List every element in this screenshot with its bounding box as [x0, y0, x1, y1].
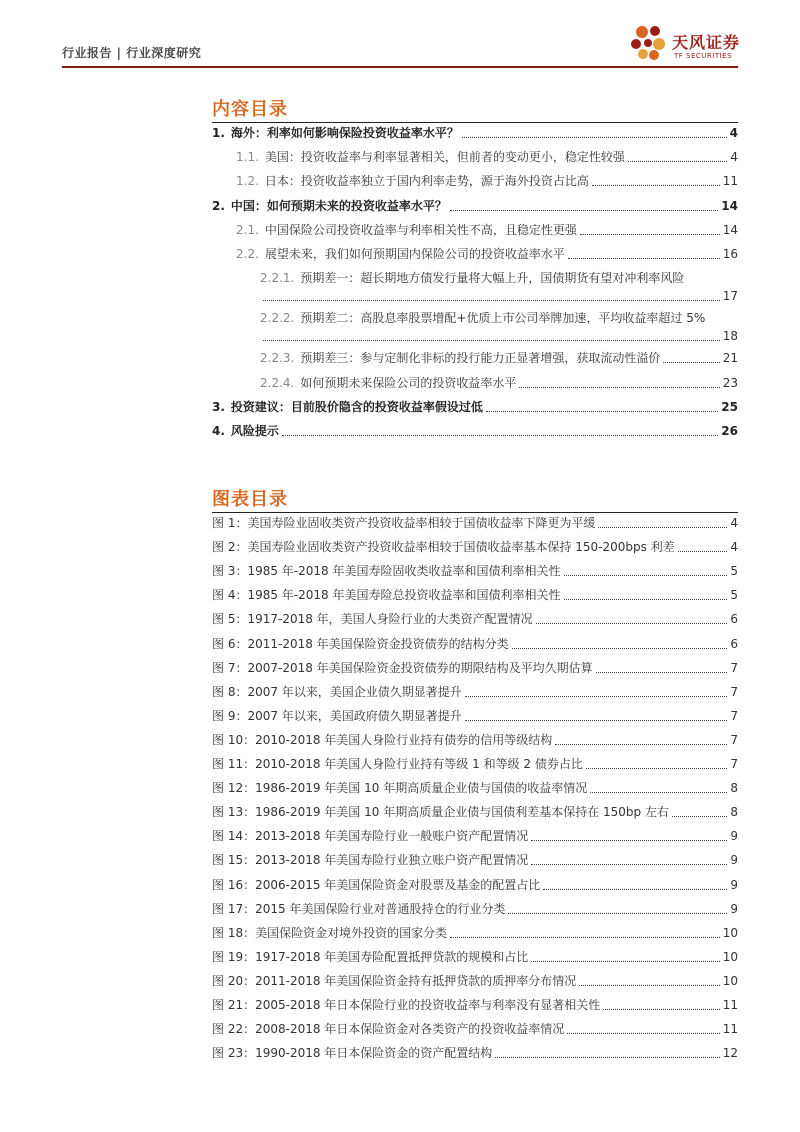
figure-entry-title: 图 9：2007 年以来，美国政府债久期显著提升: [212, 708, 462, 723]
figure-entry[interactable]: [212, 924, 738, 942]
figure-entry-page: 7: [730, 684, 738, 699]
figure-entry[interactable]: [212, 1044, 738, 1062]
figure-leader-dots: [555, 744, 727, 745]
figure-leader-dots: [567, 1033, 719, 1034]
figure-entry-title: 图 15：2013-2018 年美国寿险行业独立账户资产配置情况: [212, 853, 529, 868]
toc-entry-number: 2.1.: [236, 223, 259, 237]
logo-chinese-name: 天风证券: [672, 33, 741, 52]
figure-leader-dots: [586, 768, 728, 769]
toc-entry[interactable]: [236, 245, 738, 263]
toc-entry-page: 14: [721, 199, 738, 213]
figure-entry-page: 5: [730, 588, 738, 603]
figure-entry-title: 图 17：2015 年美国保险行业对普通股持仓的行业分类: [212, 901, 506, 916]
figure-entry-page: 9: [730, 829, 738, 844]
toc-entry-title: 如何预期未来保险公司的投资收益率水平: [300, 376, 517, 390]
toc-entry[interactable]: [236, 221, 738, 239]
figure-entry-title: 图 10：2010-2018 年美国人身险行业持有债券的信用等级结构: [212, 732, 553, 747]
figure-leader-dots: [508, 913, 727, 914]
toc-entry-title: 中国保险公司投资收益率与利率相关性不高，且稳定性更强: [264, 223, 577, 237]
figure-entry-title: 图 12：1986-2019 年美国 10 年期高质量企业债与国债的收益率情况: [212, 781, 588, 796]
figure-entry-title: 图 2：美国寿险业固收类资产投资收益率相较于国债收益率基本保持 150-200bps 利差: [212, 540, 675, 555]
figure-entry-title: 图 11：2010-2018 年美国人身险行业持有等级 1 和等级 2 债券占比: [212, 757, 583, 771]
figure-entry-page: 7: [730, 757, 738, 771]
toc-entry-leader-line: [260, 327, 738, 345]
figure-entry-page: 7: [730, 708, 738, 723]
toc-entry-number: 1.2.: [236, 174, 259, 188]
toc-entry[interactable]: [260, 349, 738, 367]
toc-entry-page: 11: [722, 174, 738, 188]
toc-entry-number: 1.: [212, 126, 225, 140]
toc-entry-page: 18: [722, 329, 738, 343]
figure-entry[interactable]: [212, 972, 738, 990]
figure-leader-dots: [598, 527, 727, 528]
figure-entry-page: 5: [730, 564, 738, 579]
figure-entry[interactable]: [212, 610, 738, 628]
toc-entry[interactable]: [212, 124, 738, 142]
figure-entry[interactable]: [212, 731, 738, 749]
figure-entry-title: 图 13：1986-2019 年美国 10 年期高质量企业债与国债利差基本保持在 150bp 左右: [212, 805, 669, 820]
figure-leader-dots: [579, 985, 719, 986]
figure-leader-dots: [678, 551, 728, 552]
toc-entry-title: 投资建议：目前股价隐含的投资收益率假设过低: [230, 400, 483, 414]
toc-entry-title: 展望未来，我们如何预期国内保险公司的投资收益率水平: [264, 247, 565, 261]
figure-entry-page: 9: [730, 853, 738, 868]
toc-leader-dots: [628, 161, 727, 162]
toc-entry-page: 16: [722, 247, 738, 261]
figure-entry-page: 10: [722, 949, 738, 964]
figure-leader-dots: [531, 961, 719, 962]
toc-title: 内容目录: [212, 99, 288, 120]
figure-leader-dots: [564, 575, 728, 576]
toc-leader-dots: [462, 137, 727, 138]
toc-entry[interactable]: [212, 197, 738, 215]
toc-leader-dots: [450, 210, 718, 211]
figure-entry-page: 10: [722, 925, 738, 940]
figure-entry-page: 7: [730, 732, 738, 747]
toc-leader-dots: [663, 362, 719, 363]
figure-leader-dots: [543, 889, 727, 890]
toc-entry-number: 1.1.: [236, 150, 259, 164]
toc-entry-title: 中国：如何预期未来的投资收益率水平？: [230, 199, 447, 213]
figure-entry[interactable]: [212, 707, 738, 725]
tf-securities-logo: [628, 22, 748, 64]
figure-entry[interactable]: [212, 876, 738, 894]
toc-leader-dots: [580, 234, 720, 235]
figure-entry-page: 8: [730, 781, 738, 796]
figure-entry-title: 图 22：2008-2018 年日本保险资金对各类资产的投资收益率情况: [212, 1022, 565, 1037]
toc-entry[interactable]: [260, 309, 738, 345]
toc-entry-title: 日本：投资收益率独立于国内利率走势，源于海外投资占比高: [264, 174, 589, 188]
toc-entry-title: 美国：投资收益率与利率显著相关，但前者的变动更小，稳定性较强: [264, 150, 625, 164]
flower-logo-icon: [628, 22, 670, 64]
figures-title: 图表目录: [212, 489, 288, 510]
figure-entry-page: 6: [730, 636, 738, 651]
toc-entry-number: 4.: [212, 424, 225, 438]
figure-entry-page: 4: [730, 540, 738, 555]
figure-entry-page: 4: [730, 516, 738, 530]
toc-entry-page: 4: [730, 150, 738, 164]
figure-entry[interactable]: [212, 755, 738, 773]
figure-entry-title: 图 8：2007 年以来，美国企业债久期显著提升: [212, 684, 462, 699]
figure-entry-page: 11: [722, 998, 738, 1012]
figure-entry-title: 图 20：2011-2018 年美国保险资金持有抵押贷款的质押率分布情况: [212, 973, 577, 988]
toc-leader-dots: [486, 411, 718, 412]
toc-entry-page: 25: [721, 400, 738, 414]
figure-entry[interactable]: [212, 900, 738, 918]
figure-leader-dots: [596, 672, 728, 673]
figure-entry-title: 图 23：1990-2018 年日本保险资金的资产配置结构: [212, 1046, 493, 1061]
figure-entry-page: 9: [730, 877, 738, 892]
toc-entry[interactable]: [212, 398, 738, 416]
toc-leader-dots: [263, 300, 720, 301]
figures-title-rule: [212, 512, 738, 513]
figure-leader-dots: [536, 623, 728, 624]
figure-entry-title: 图 5：1917-2018 年，美国人身险行业的大类资产配置情况: [212, 612, 533, 627]
figure-leader-dots: [465, 720, 728, 721]
toc-entry[interactable]: [236, 148, 738, 166]
toc-entry-number: 2.: [212, 199, 225, 213]
toc-entry-number: 2.2.: [236, 247, 259, 261]
toc-entry-page: 26: [721, 424, 738, 438]
figure-leader-dots: [450, 937, 720, 938]
figure-entry[interactable]: [212, 659, 738, 677]
toc-entry-line: [260, 269, 738, 287]
figure-entry-title: 图 21：2005-2018 年日本保险行业的投资收益率与利率没有显著相关性: [212, 998, 601, 1012]
header-divider: [62, 66, 738, 68]
figure-entry-title: 图 4：1985 年-2018 年美国寿险总投资收益率和国债利率相关性: [212, 588, 561, 603]
toc-entry[interactable]: [260, 269, 738, 305]
figure-leader-dots: [564, 599, 728, 600]
figure-entry[interactable]: [212, 538, 738, 556]
toc-entry-title: 预期差二：高股息率股票增配+优质上市公司举牌加速，平均收益率超过 5%: [300, 311, 706, 325]
figure-entry[interactable]: [212, 1020, 738, 1038]
figure-entry-title: 图 6：2011-2018 年美国保险资金投资债券的结构分类: [212, 636, 509, 651]
toc-entry-title: 风险提示: [230, 424, 279, 438]
figure-leader-dots: [590, 792, 727, 793]
figure-entry[interactable]: [212, 635, 738, 653]
figure-entry-page: 7: [730, 660, 738, 675]
toc-title-rule: [212, 122, 738, 123]
figure-leader-dots: [495, 1057, 719, 1058]
figure-leader-dots: [531, 840, 727, 841]
toc-entry-title: 预期差一：超长期地方债发行量将大幅上升，国债期货有望对冲利率风险: [300, 271, 685, 285]
toc-entry-page: 14: [722, 223, 738, 237]
figure-entry-page: 10: [722, 973, 738, 988]
figure-entry[interactable]: [212, 683, 738, 701]
toc-entry[interactable]: [212, 422, 738, 440]
toc-entry-page: 4: [729, 126, 738, 140]
toc-entry-line: [260, 309, 738, 327]
toc-leader-dots: [263, 340, 720, 341]
figure-entry[interactable]: [212, 851, 738, 869]
figure-entry-page: 12: [722, 1046, 738, 1061]
figure-entry[interactable]: [212, 586, 738, 604]
figure-entry-page: 6: [730, 612, 738, 627]
toc-entry-page: 17: [722, 289, 738, 303]
toc-leader-dots: [568, 258, 720, 259]
toc-entry-number: 2.2.4.: [260, 376, 295, 390]
figure-leader-dots: [512, 648, 728, 649]
figure-entry[interactable]: [212, 779, 738, 797]
figure-entry-page: 9: [730, 901, 738, 916]
report-header: 行业报告 | 行业深度研究: [62, 46, 202, 60]
figure-entry-title: 图 14：2013-2018 年美国寿险行业一般账户资产配置情况: [212, 829, 529, 844]
toc-entry[interactable]: [236, 172, 738, 190]
figure-leader-dots: [531, 864, 727, 865]
toc-entry-title: 海外：利率如何影响保险投资收益率水平？: [230, 126, 459, 140]
figure-entry-title: 图 18：美国保险资金对境外投资的国家分类: [212, 925, 448, 940]
figure-entry[interactable]: [212, 562, 738, 580]
figure-entry-title: 图 1：美国寿险业固收类资产投资收益率相较于国债收益率下降更为平缓: [212, 516, 596, 530]
figure-leader-dots: [672, 816, 727, 817]
figure-entry[interactable]: [212, 514, 738, 532]
figure-entry[interactable]: [212, 827, 738, 845]
toc-entry-page: 21: [722, 351, 738, 365]
figure-entry[interactable]: [212, 948, 738, 966]
toc-entry-number: 2.2.3.: [260, 351, 295, 365]
toc-leader-dots: [519, 387, 719, 388]
toc-entry-number: 3.: [212, 400, 225, 414]
toc-entry[interactable]: [260, 374, 738, 392]
figure-entry-page: 11: [722, 1022, 738, 1037]
toc-leader-dots: [282, 435, 718, 436]
toc-entry-leader-line: [260, 287, 738, 305]
figure-entry-title: 图 7：2007-2018 年美国保险资金投资债券的期限结构及平均久期估算: [212, 660, 593, 675]
toc-entry-number: 2.2.1.: [260, 271, 295, 285]
figure-leader-dots: [603, 1009, 719, 1010]
figure-entry-title: 图 16：2006-2015 年美国保险资金对股票及基金的配置占比: [212, 877, 541, 892]
figure-entry-title: 图 3：1985 年-2018 年美国寿险固收类收益率和国债利率相关性: [212, 564, 561, 579]
toc-leader-dots: [592, 185, 720, 186]
toc-entry-number: 2.2.2.: [260, 311, 295, 325]
logo-english-name: TF SECURITIES: [674, 52, 733, 60]
figure-entry[interactable]: [212, 803, 738, 821]
toc-entry-title: 预期差三：参与定制化非标的投行能力正显著增强，获取流动性溢价: [300, 351, 661, 365]
toc-entry-page: 23: [722, 376, 738, 390]
figure-entry-page: 8: [730, 805, 738, 820]
figure-leader-dots: [465, 696, 728, 697]
figure-entry-title: 图 19：1917-2018 年美国寿险配置抵押贷款的规模和占比: [212, 949, 529, 964]
figure-entry[interactable]: [212, 996, 738, 1014]
